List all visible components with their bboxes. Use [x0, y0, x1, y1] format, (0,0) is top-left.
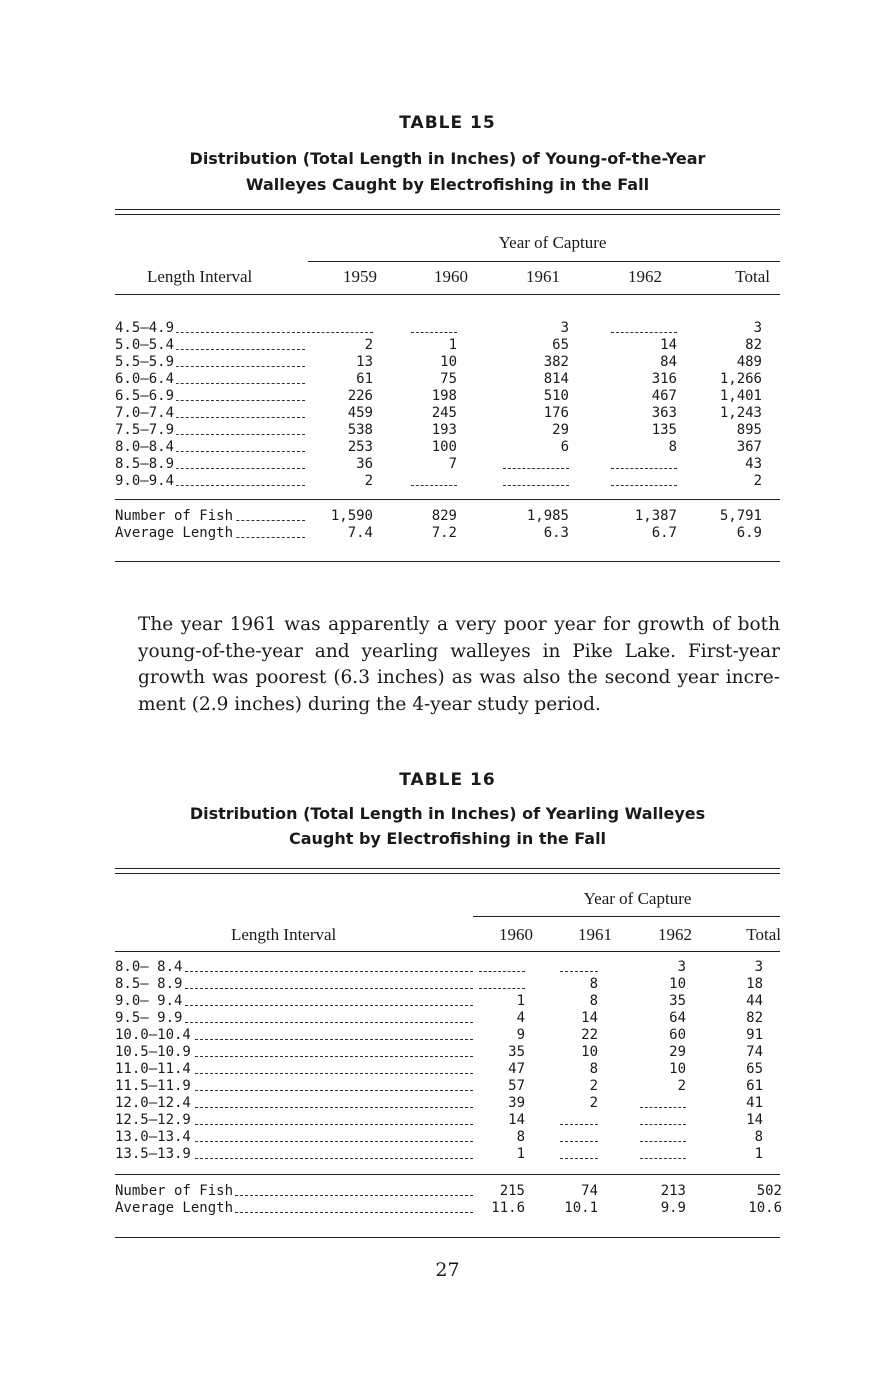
label-text: 9.0– 9.4 — [115, 993, 183, 1009]
table-cell: 57 — [508, 1078, 525, 1094]
table-cell: 39 — [508, 1095, 525, 1111]
length-interval-label — [115, 959, 473, 976]
table-row — [115, 439, 780, 456]
table-cell: 1,387 — [634, 508, 677, 524]
table-cell: 7.2 — [431, 525, 457, 541]
total-cell: 1,243 — [719, 405, 762, 421]
length-interval-label — [115, 1112, 473, 1129]
total-cell: 74 — [746, 1044, 763, 1060]
table-15-col-1961: 1961 — [526, 267, 560, 286]
table-cell: 1 — [516, 993, 525, 1009]
table-cell: 60 — [669, 1027, 686, 1043]
label-text: 10.5–10.9 — [115, 1044, 191, 1060]
label-text: Average Length — [115, 525, 234, 541]
total-cell: 6.9 — [736, 525, 762, 541]
total-cell: 44 — [746, 993, 763, 1009]
length-interval-label — [115, 354, 305, 371]
table-cell: 10 — [669, 976, 686, 992]
label-text: 8.5–8.9 — [115, 456, 175, 472]
total-cell: 3 — [754, 959, 763, 975]
table-cell: 9 — [516, 1027, 525, 1043]
label-text: Average Length — [115, 1200, 234, 1216]
empty-cell-dash — [560, 1158, 598, 1159]
table-row — [115, 1061, 780, 1078]
table-row — [115, 1010, 780, 1027]
label-text: 11.0–11.4 — [115, 1061, 191, 1077]
table-cell: 7.4 — [347, 525, 373, 541]
table-16-group-rule — [473, 916, 780, 917]
empty-cell-dash — [503, 485, 569, 486]
total-cell: 502 — [756, 1183, 782, 1199]
table-cell: 1 — [448, 337, 457, 353]
table-cell: 363 — [651, 405, 677, 421]
table-cell: 316 — [651, 371, 677, 387]
label-text: 6.5–6.9 — [115, 388, 175, 404]
table-cell: 29 — [552, 422, 569, 438]
table-row — [115, 388, 780, 405]
table-16-caption-line-2: Caught by Electrofishing in the Fall — [288, 829, 607, 848]
table-cell: 10 — [669, 1061, 686, 1077]
empty-cell-dash — [411, 485, 457, 486]
label-text: 8.5– 8.9 — [115, 976, 183, 992]
total-cell: 61 — [746, 1078, 763, 1094]
table-16-col-1962: 1962 — [658, 925, 692, 944]
total-cell: 5,791 — [719, 508, 762, 524]
label-text: 13.0–13.4 — [115, 1129, 191, 1145]
table-cell: 1,985 — [526, 508, 569, 524]
length-interval-label — [115, 508, 305, 525]
table-row — [115, 1146, 780, 1163]
table-cell: 3 — [560, 320, 569, 336]
label-text: 7.5–7.9 — [115, 422, 175, 438]
table-cell: 538 — [347, 422, 373, 438]
table-15-top-rule — [115, 209, 780, 215]
table-cell: 4 — [516, 1010, 525, 1026]
table-row — [115, 1129, 780, 1146]
empty-cell-dash — [611, 332, 677, 333]
table-cell: 100 — [431, 439, 457, 455]
length-interval-label — [115, 439, 305, 456]
paragraph-line: growth was poorest (6.3 inches) as was also the second year incre- — [138, 667, 780, 688]
length-interval-label — [115, 1183, 473, 1200]
table-16-col-total: Total — [746, 925, 781, 944]
total-cell: 8 — [754, 1129, 763, 1145]
paragraph-line: young-of-the-year and yearling walleyes in Pike Lake. First-year — [138, 640, 780, 662]
label-text: 13.5–13.9 — [115, 1146, 191, 1162]
table-cell: 1,590 — [330, 508, 373, 524]
table-16-bottom-rule — [115, 1237, 780, 1238]
table-cell: 11.6 — [491, 1200, 525, 1216]
length-interval-label — [115, 1044, 473, 1061]
table-16-group-header: Year of Capture — [583, 889, 692, 908]
table-15-col-1960: 1960 — [434, 267, 468, 286]
table-row — [115, 1078, 780, 1095]
table-row — [115, 456, 780, 473]
table-cell: 35 — [669, 993, 686, 1009]
table-16-col-1961: 1961 — [578, 925, 612, 944]
total-cell: 1,266 — [719, 371, 762, 387]
table-15-body — [115, 320, 780, 490]
total-cell: 65 — [746, 1061, 763, 1077]
table-cell: 35 — [508, 1044, 525, 1060]
table-row — [115, 337, 780, 354]
length-interval-label — [115, 1146, 473, 1163]
label-text: 9.5– 9.9 — [115, 1010, 183, 1026]
table-cell: 2 — [677, 1078, 686, 1094]
length-interval-label — [115, 320, 305, 337]
length-interval-label — [115, 473, 305, 490]
table-16-summary-rule — [115, 1174, 780, 1175]
summary-row — [115, 508, 780, 525]
total-cell: 367 — [736, 439, 762, 455]
label-text: 8.0– 8.4 — [115, 959, 183, 975]
table-row — [115, 422, 780, 439]
empty-cell-dash — [503, 468, 569, 469]
total-cell: 43 — [745, 456, 762, 472]
table-15-caption-line-2: Walleyes Caught by Electrofishing in the Fall — [245, 175, 650, 194]
table-row — [115, 320, 780, 337]
table-cell: 8 — [589, 1061, 598, 1077]
table-cell: 135 — [651, 422, 677, 438]
total-cell: 3 — [753, 320, 762, 336]
table-15-summary-rule — [115, 499, 780, 500]
table-16-header-rule — [115, 951, 780, 952]
label-text: Number of Fish — [115, 1183, 234, 1199]
table-cell: 176 — [543, 405, 569, 421]
table-cell: 215 — [499, 1183, 525, 1199]
length-interval-label — [115, 337, 305, 354]
summary-row — [115, 525, 780, 542]
table-cell: 382 — [543, 354, 569, 370]
table-16-summary — [115, 1183, 780, 1217]
total-cell: 1 — [754, 1146, 763, 1162]
length-interval-label — [115, 1129, 473, 1146]
total-cell: 91 — [746, 1027, 763, 1043]
label-text: 9.0–9.4 — [115, 473, 175, 489]
table-cell: 6.3 — [543, 525, 569, 541]
table-cell: 2 — [589, 1078, 598, 1094]
table-cell: 510 — [543, 388, 569, 404]
empty-cell-dash — [560, 1141, 598, 1142]
table-16-body — [115, 959, 780, 1163]
table-cell: 193 — [431, 422, 457, 438]
table-cell: 29 — [669, 1044, 686, 1060]
total-cell: 14 — [746, 1112, 763, 1128]
table-cell: 47 — [508, 1061, 525, 1077]
table-cell: 8 — [668, 439, 677, 455]
page-number: 27 — [435, 1259, 460, 1281]
table-cell: 75 — [440, 371, 457, 387]
table-15-col-1959: 1959 — [343, 267, 377, 286]
table-cell: 65 — [552, 337, 569, 353]
table-15-bottom-rule — [115, 561, 780, 562]
table-15-header-rule — [115, 294, 780, 295]
empty-cell-dash — [560, 1124, 598, 1125]
table-cell: 467 — [651, 388, 677, 404]
empty-cell-dash — [611, 485, 677, 486]
table-cell: 14 — [508, 1112, 525, 1128]
table-cell: 74 — [581, 1183, 598, 1199]
total-cell: 41 — [746, 1095, 763, 1111]
table-cell: 13 — [356, 354, 373, 370]
empty-cell-dash — [307, 332, 373, 333]
paragraph-line: The year 1961 was apparently a very poor year for growth of both — [138, 614, 780, 635]
table-cell: 253 — [347, 439, 373, 455]
table-cell: 14 — [660, 337, 677, 353]
label-text: 10.0–10.4 — [115, 1027, 191, 1043]
table-row — [115, 1044, 780, 1061]
label-text: 4.5–4.9 — [115, 320, 175, 336]
label-text: 5.5–5.9 — [115, 354, 175, 370]
empty-cell-dash — [411, 332, 457, 333]
total-cell: 2 — [753, 473, 762, 489]
table-row — [115, 1112, 780, 1129]
table-row — [115, 1027, 780, 1044]
table-15-col-total: Total — [735, 267, 770, 286]
table-row — [115, 354, 780, 371]
table-cell: 2 — [364, 337, 373, 353]
total-cell: 895 — [736, 422, 762, 438]
table-row — [115, 371, 780, 388]
table-15-col-label: Length Interval — [147, 267, 253, 286]
total-cell: 489 — [736, 354, 762, 370]
summary-row — [115, 1200, 780, 1217]
length-interval-label — [115, 371, 305, 388]
table-cell: 829 — [431, 508, 457, 524]
table-row — [115, 976, 780, 993]
label-text: 8.0–8.4 — [115, 439, 175, 455]
length-interval-label — [115, 422, 305, 439]
table-cell: 22 — [581, 1027, 598, 1043]
table-cell: 36 — [356, 456, 373, 472]
total-cell: 18 — [746, 976, 763, 992]
table-cell: 8 — [589, 993, 598, 1009]
table-row — [115, 959, 780, 976]
table-cell: 459 — [347, 405, 373, 421]
table-cell: 6 — [560, 439, 569, 455]
table-16-col-1960: 1960 — [499, 925, 533, 944]
table-cell: 10 — [440, 354, 457, 370]
table-cell: 6.7 — [651, 525, 677, 541]
empty-cell-dash — [560, 971, 598, 972]
table-15-caption-line-1: Distribution (Total Length in Inches) of Young-of-the-Year — [189, 149, 706, 168]
table-15-group-rule — [308, 261, 780, 262]
table-cell: 10 — [581, 1044, 598, 1060]
table-cell: 8 — [516, 1129, 525, 1145]
label-text: 7.0–7.4 — [115, 405, 175, 421]
table-cell: 226 — [347, 388, 373, 404]
table-cell: 9.9 — [660, 1200, 686, 1216]
table-row — [115, 405, 780, 422]
total-cell: 10.6 — [748, 1200, 782, 1216]
body-paragraph — [138, 612, 780, 718]
length-interval-label — [115, 388, 305, 405]
table-16-top-rule — [115, 868, 780, 874]
label-text: 12.5–12.9 — [115, 1112, 191, 1128]
table-15-col-1962: 1962 — [628, 267, 662, 286]
length-interval-label — [115, 1027, 473, 1044]
label-text: 12.0–12.4 — [115, 1095, 191, 1111]
length-interval-label — [115, 1200, 473, 1217]
table-row — [115, 993, 780, 1010]
table-cell: 3 — [677, 959, 686, 975]
total-cell: 82 — [745, 337, 762, 353]
length-interval-label — [115, 1078, 473, 1095]
label-text: 11.5–11.9 — [115, 1078, 191, 1094]
table-cell: 245 — [431, 405, 457, 421]
table-cell: 64 — [669, 1010, 686, 1026]
length-interval-label — [115, 1061, 473, 1078]
length-interval-label — [115, 1010, 473, 1027]
length-interval-label — [115, 1095, 473, 1112]
label-text: 5.0–5.4 — [115, 337, 175, 353]
table-16-title: TABLE 16 — [399, 770, 496, 790]
table-cell: 14 — [581, 1010, 598, 1026]
empty-cell-dash — [479, 971, 525, 972]
table-row — [115, 1095, 780, 1112]
total-cell: 1,401 — [719, 388, 762, 404]
table-cell: 1 — [516, 1146, 525, 1162]
table-row — [115, 473, 780, 490]
length-interval-label — [115, 993, 473, 1010]
table-cell: 84 — [660, 354, 677, 370]
table-16-col-label: Length Interval — [231, 925, 337, 944]
label-text: 6.0–6.4 — [115, 371, 175, 387]
table-16-caption-line-1: Distribution (Total Length in Inches) of Yearling Walleyes — [189, 804, 706, 823]
table-15-summary — [115, 508, 780, 542]
table-cell: 814 — [543, 371, 569, 387]
length-interval-label — [115, 976, 473, 993]
table-15-title: TABLE 15 — [399, 113, 496, 133]
table-cell: 198 — [431, 388, 457, 404]
table-cell: 213 — [660, 1183, 686, 1199]
table-cell: 2 — [364, 473, 373, 489]
summary-row — [115, 1183, 780, 1200]
length-interval-label — [115, 456, 305, 473]
label-text: Number of Fish — [115, 508, 234, 524]
total-cell: 82 — [746, 1010, 763, 1026]
length-interval-label — [115, 405, 305, 422]
paragraph-line: ment (2.9 inches) during the 4-year study period. — [138, 693, 601, 715]
table-cell: 8 — [589, 976, 598, 992]
table-15-group-header: Year of Capture — [498, 233, 607, 252]
table-cell: 10.1 — [564, 1200, 598, 1216]
empty-cell-dash — [611, 468, 677, 469]
length-interval-label — [115, 525, 305, 542]
table-cell: 2 — [589, 1095, 598, 1111]
table-cell: 61 — [356, 371, 373, 387]
table-cell: 7 — [448, 456, 457, 472]
